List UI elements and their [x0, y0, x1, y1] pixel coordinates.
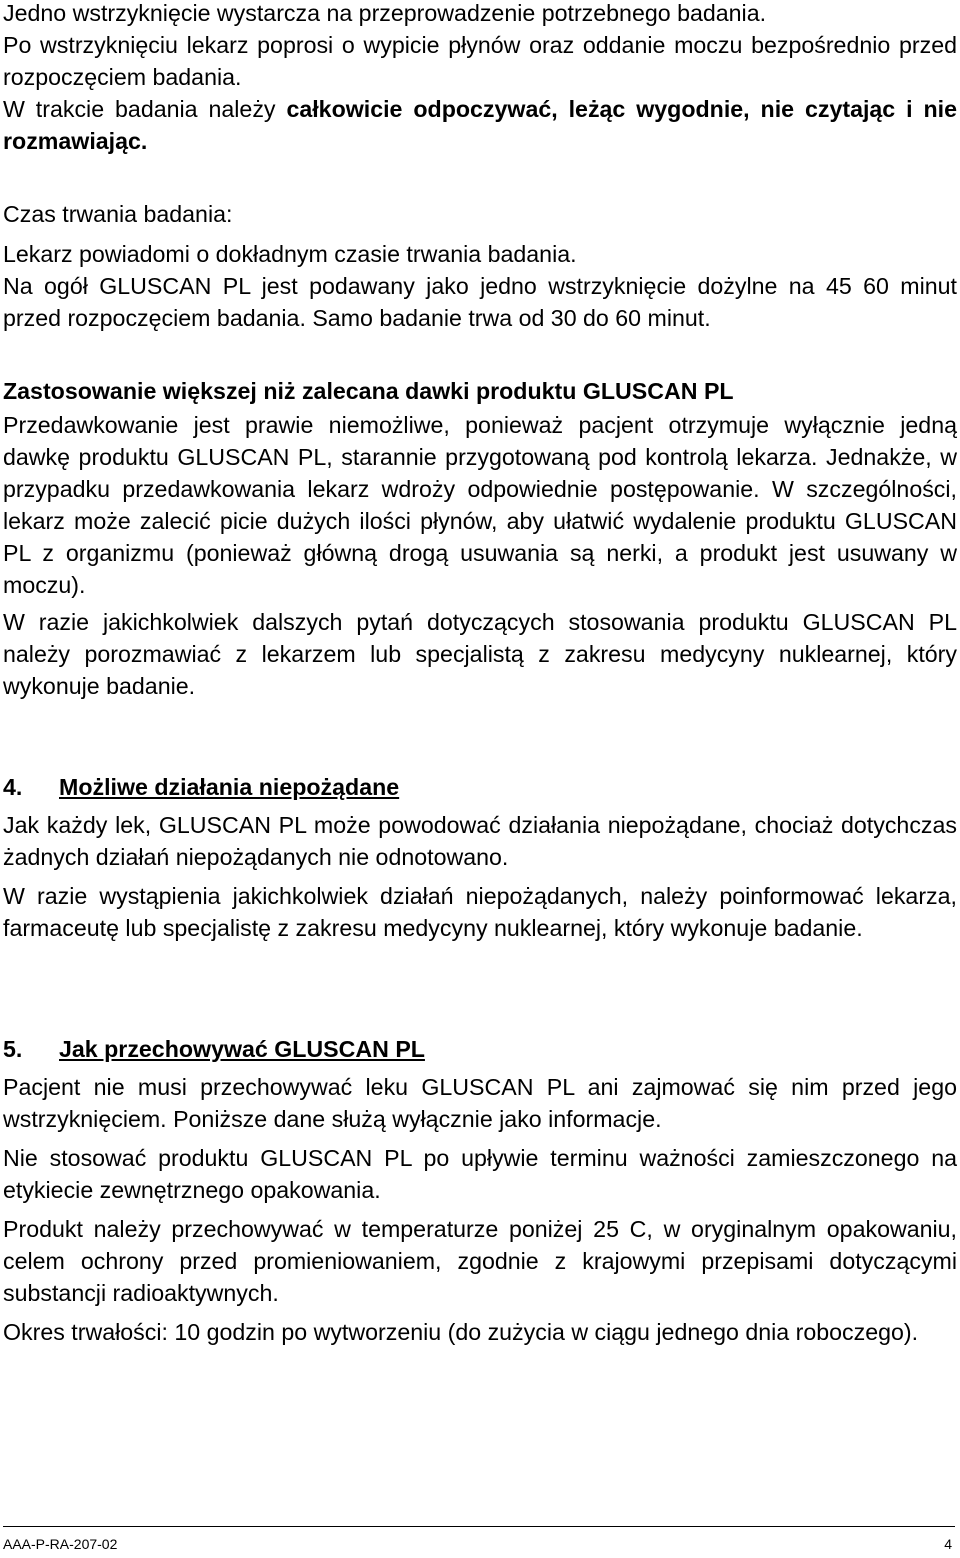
section-4-number: 4.: [3, 774, 23, 800]
paragraph-after-injection: Po wstrzyknięciu lekarz poprosi o wypicie płynów oraz oddanie moczu bezpośrednio przed rozpoczęciem badania.: [3, 32, 957, 90]
section-5-number: 5.: [3, 1036, 23, 1062]
overdose-heading: Zastosowanie większej niż zalecana dawki produktu GLUSCAN PL: [3, 378, 734, 404]
paragraph-single-injection: Jedno wstrzyknięcie wystarcza na przeprowadzenie potrzebnego badania.: [3, 0, 767, 26]
rest-instruction-text: W trakcie badania należy: [3, 96, 287, 122]
footer-page-number: 4: [944, 1536, 952, 1552]
footer-divider: [3, 1526, 955, 1527]
rest-instruction-bold: całkowicie odpoczywać, leżąc wygodnie, nie czytając i nie rozmawiając.: [3, 96, 957, 154]
duration-paragraph-1: Lekarz powiadomi o dokładnym czasie trwania badania.: [3, 241, 577, 267]
section-4-heading: [3, 771, 957, 803]
footer-document-code: AAA-P-RA-207-02: [3, 1536, 118, 1552]
section-4-paragraph-1: Jak każdy lek, GLUSCAN PL może powodować działania niepożądane, chociaż dotychczas żadnych działań niepożądanych nie odnotowano.: [3, 812, 957, 870]
section-4-title: Możliwe działania niepożądane: [59, 774, 400, 800]
overdose-paragraph-2: W razie jakichkolwiek dalszych pytań dotyczących stosowania produktu GLUSCAN PL należy porozmawiać z lekarzem lub specjalistą z zakresu medycyny nuklearnej, który wykonuje badanie.: [3, 609, 957, 699]
section-5-paragraph-1: Pacjent nie musi przechowywać leku GLUSCAN PL ani zajmować się nim przed jego wstrzyknięciem. Poniższe dane służą wyłącznie jako informacje.: [3, 1074, 957, 1132]
section-5-paragraph-2: Nie stosować produktu GLUSCAN PL po upływie terminu ważności zamieszczonego na etykiecie zewnętrznego opakowania.: [3, 1145, 957, 1203]
duration-paragraph-2: Na ogół GLUSCAN PL jest podawany jako jedno wstrzyknięcie dożylne na 45 60 minut przed rozpoczęciem badania. Samo badanie trwa od 30 do 60 minut.: [3, 273, 957, 331]
section-5-heading: [3, 1033, 957, 1065]
section-5-paragraph-3: Produkt należy przechowywać w temperaturze poniżej 25 C, w oryginalnym opakowaniu, celem ochrony przed promieniowaniem, zgodnie z krajowymi przepisami dotyczącymi substancji radioaktywnych.: [3, 1216, 957, 1306]
overdose-paragraph-1: Przedawkowanie jest prawie niemożliwe, ponieważ pacjent otrzymuje wyłącznie jedną dawkę produktu GLUSCAN PL, starannie przygotowaną pod kontrolą lekarza. Jednakże, w przypadku przedawkowania lekarz wdroży odpowiednie postępowanie. W szczególności, lekarz może zalecić picie dużych ilości płynów, aby ułatwić wydalenie produktu GLUSCAN PL z organizmu (ponieważ główną drogą usuwania są nerki, a produkt jest usuwany w moczu).: [3, 412, 957, 598]
paragraph-rest-instruction: [3, 93, 957, 157]
section-4-paragraph-2: W razie wystąpienia jakichkolwiek działań niepożądanych, należy poinformować lekarza, farmaceutę lub specjalistę z zakresu medycyny nuklearnej, który wykonuje badanie.: [3, 883, 957, 941]
document-page: [3, 0, 957, 1348]
section-5-paragraph-4: Okres trwałości: 10 godzin po wytworzeniu (do zużycia w ciągu jednego dnia roboczego).: [3, 1319, 919, 1345]
section-5-title: Jak przechowywać GLUSCAN PL: [59, 1036, 425, 1062]
duration-heading: Czas trwania badania:: [3, 201, 233, 227]
